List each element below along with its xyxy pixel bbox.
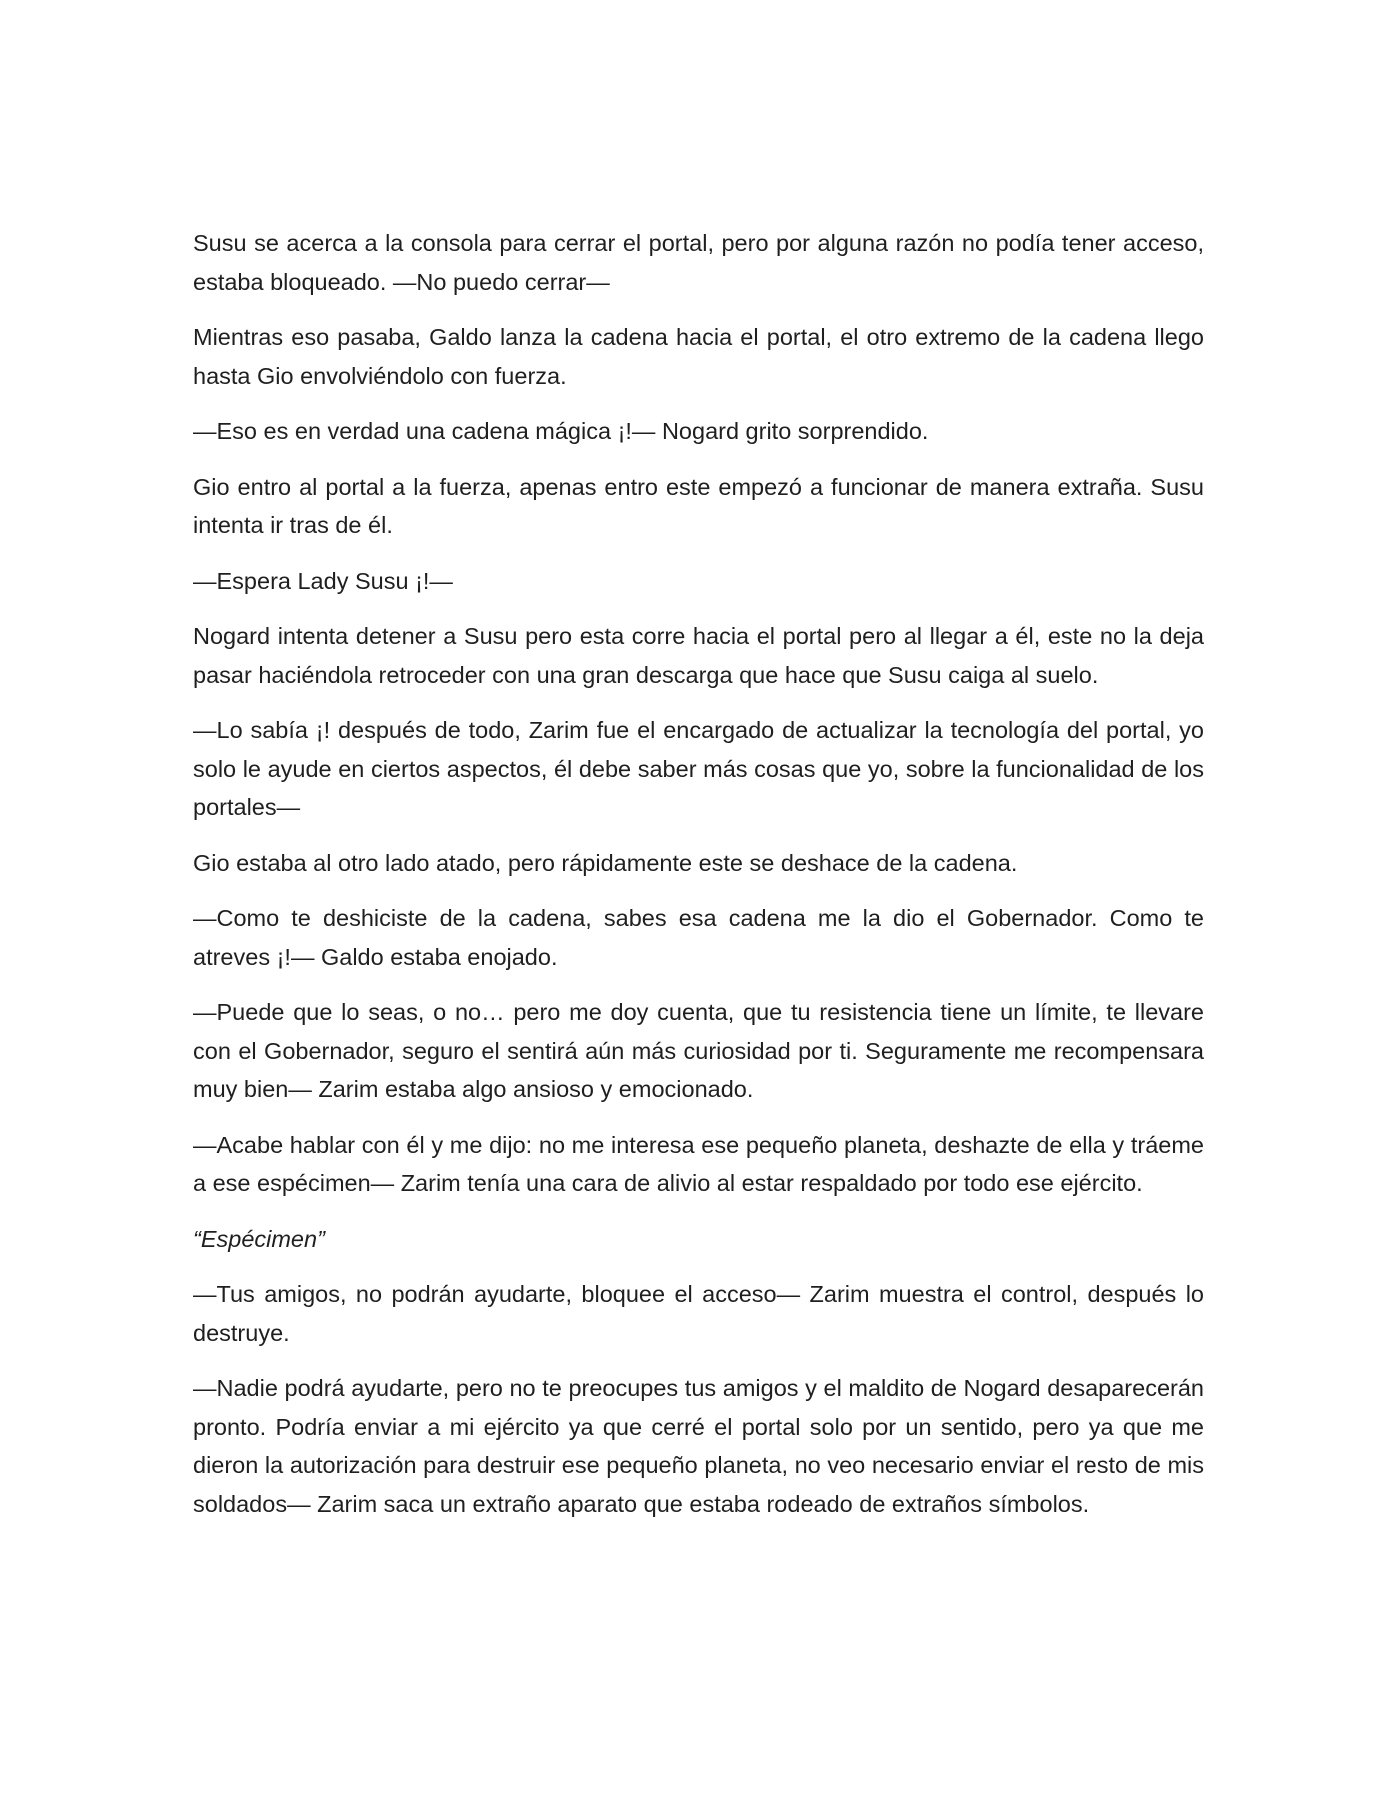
paragraph-14: —Nadie podrá ayudarte, pero no te preocupes tus amigos y el maldito de Nogard desaparecerán pronto. Podría enviar a mi ejército ya que cerré el portal solo por un sentido, pero ya que me dieron la autorización para destruir ese pequeño planeta, no veo necesario enviar el resto de mis soldados— Zarim saca un extraño aparato que estaba rodeado de extraños símbolos.: [193, 1375, 1204, 1517]
paragraph-5: —Espera Lady Susu ¡!—: [193, 567, 453, 594]
paragraph-1: Susu se acerca a la consola para cerrar el portal, pero por alguna razón no podía tener acceso, estaba bloqueado. —No puedo cerrar—: [193, 230, 1204, 295]
paragraph-11: —Acabe hablar con él y me dijo: no me interesa ese pequeño planeta, deshazte de ella y tráeme a ese espécimen— Zarim tenía una cara de alivio al estar respaldado por todo ese ejército.: [193, 1131, 1204, 1196]
document-page: [193, 224, 1204, 1540]
paragraph-4: Gio entro al portal a la fuerza, apenas entro este empezó a funcionar de manera extraña. Susu intenta ir tras de él.: [193, 473, 1204, 538]
paragraph-6: Nogard intenta detener a Susu pero esta corre hacia el portal pero al llegar a él, este no la deja pasar haciéndola retroceder con una gran descarga que hace que Susu caiga al suelo.: [193, 623, 1204, 688]
paragraph-3: —Eso es en verdad una cadena mágica ¡!— Nogard grito sorprendido.: [193, 418, 929, 444]
paragraph-8: Gio estaba al otro lado atado, pero rápidamente este se deshace de la cadena.: [193, 849, 1018, 876]
paragraph-13: —Tus amigos, no podrán ayudarte, bloquee el acceso— Zarim muestra el control, después lo destruye.: [193, 1281, 1204, 1346]
paragraph-2: Mientras eso pasaba, Galdo lanza la cadena hacia el portal, el otro extremo de la cadena llego hasta Gio envolviéndolo con fuerza.: [193, 324, 1204, 389]
paragraph-10: —Puede que lo seas, o no… pero me doy cuenta, que tu resistencia tiene un límite, te llevare con el Gobernador, seguro el sentirá aún más curiosidad por ti. Seguramente me recompensara muy bien— Zarim estaba algo ansioso y emocionado.: [193, 999, 1204, 1102]
paragraph-9: —Como te deshiciste de la cadena, sabes esa cadena me la dio el Gobernador. Como te atreves ¡!— Galdo estaba enojado.: [193, 905, 1204, 970]
paragraph-12: “Espécimen”: [193, 1225, 325, 1252]
paragraph-7: —Lo sabía ¡! después de todo, Zarim fue el encargado de actualizar la tecnología del portal, yo solo le ayude en ciertos aspectos, él debe saber más cosas que yo, sobre la funcionalidad de los portales—: [193, 717, 1204, 820]
